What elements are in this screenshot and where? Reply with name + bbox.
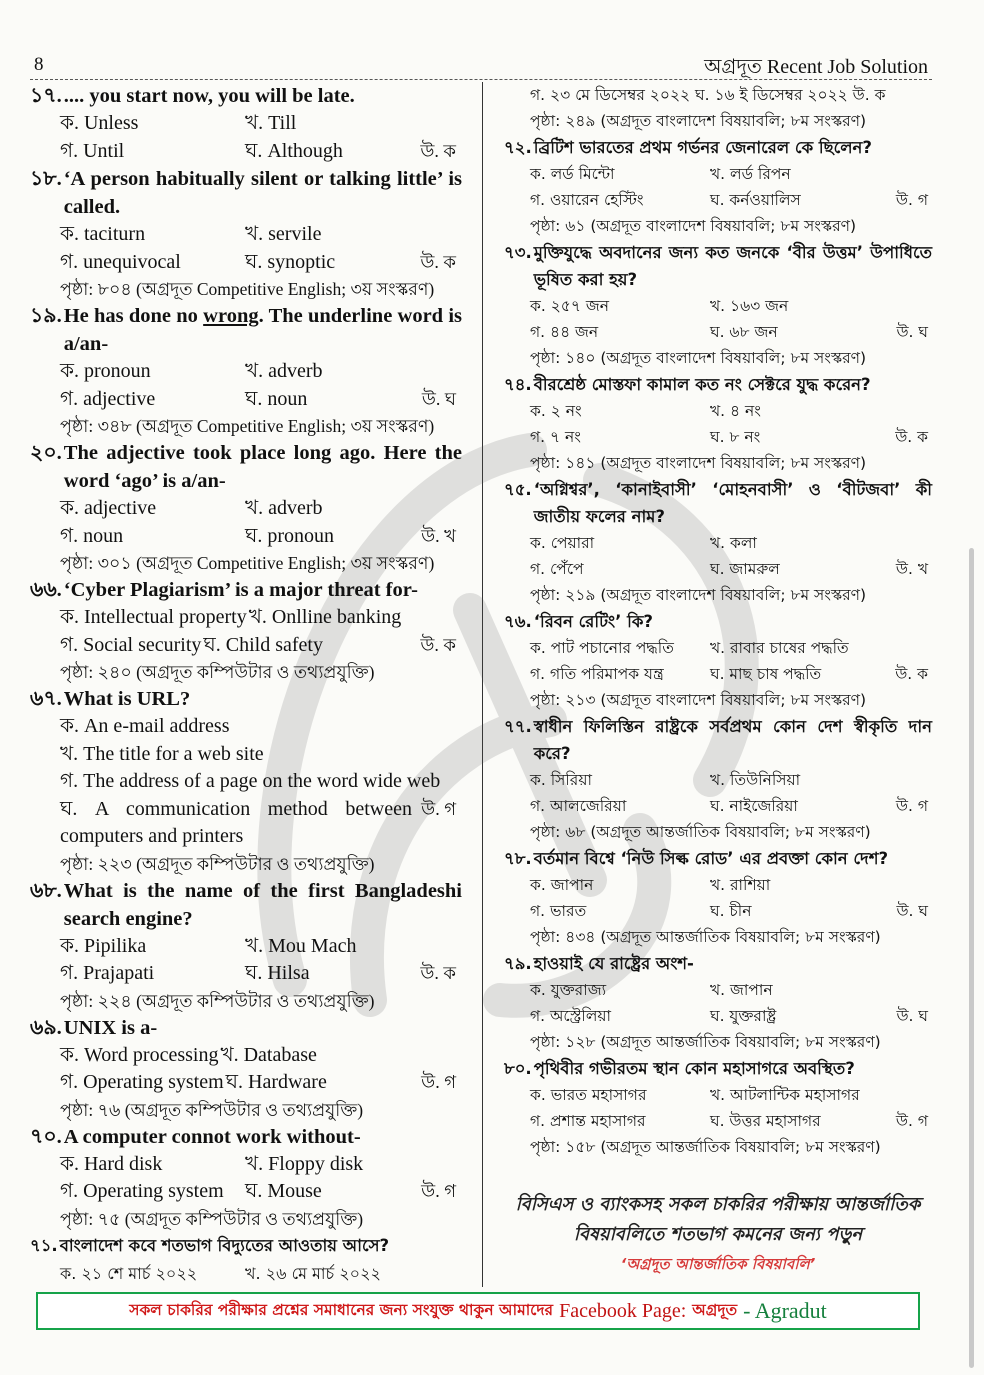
option-row	[30, 1042, 462, 1070]
answer-option: খ. Floppy disk	[245, 1152, 364, 1175]
answer-option: ক. পাট পচানোর পদ্ধতি	[530, 639, 674, 657]
answer-option: খ. The title for a web site	[60, 742, 264, 765]
answer-option: গ. ওয়ারেন হেস্টিং	[530, 191, 644, 209]
option-row	[30, 221, 462, 249]
page-reference: পৃষ্ঠা: ৬৮ (অগ্রদূত আন্তর্জাতিক বিষয়াবলি; ৮ম সংস্করণ)	[530, 823, 871, 841]
question-number: ৭৮.	[504, 849, 532, 868]
question-block	[30, 165, 462, 302]
answer-option: ক. Word processing	[60, 1043, 219, 1066]
correct-answer: উ. গ	[421, 1072, 456, 1092]
answer-option: ক. Hard disk	[60, 1152, 163, 1175]
question-number: ৭৪.	[504, 375, 532, 394]
option-row	[30, 249, 462, 277]
option-row	[504, 767, 932, 793]
question-text	[30, 1014, 462, 1042]
answer-option: খ. কলা	[710, 534, 757, 552]
question-number: ৭৫.	[504, 480, 532, 499]
page-reference: পৃষ্ঠা: ১২৮ (অগ্রদূত আন্তর্জাতিক বিষয়াবলি; ৮ম সংস্করণ)	[530, 1033, 881, 1051]
advert-book-title: ‘অগ্রদূত আন্তর্জাতিক বিষয়াবলি’	[620, 1255, 816, 1273]
question-block	[504, 713, 932, 845]
page-reference: পৃষ্ঠা: ২৪০ (অগ্রদূত কম্পিউটার ও তথ্যপ্রযুক্তি)	[60, 662, 375, 682]
question-number: ৭১.	[30, 1235, 58, 1255]
question-number: ৭৯.	[504, 954, 532, 973]
answer-option: ঘ. A communication method between computers and printers	[60, 797, 412, 847]
correct-answer: উ. ক	[420, 634, 456, 655]
scrollbar[interactable]	[969, 548, 974, 1368]
correct-answer: উ. খ	[895, 560, 928, 578]
question-text	[30, 82, 462, 110]
page-reference: পৃষ্ঠা: ২১৯ (অগ্রদূত বাংলাদেশ বিষয়াবলি; ৮ম সংস্করণ)	[530, 586, 867, 604]
question-body	[64, 302, 462, 358]
answer-option: গ. The address of a page on the word wide web	[60, 770, 441, 792]
answer-option: খ. servile	[245, 223, 322, 245]
answer-option: খ. adverb	[245, 497, 323, 519]
answer-option: ঘ. ৮ নং	[710, 428, 761, 446]
option-row	[504, 398, 932, 424]
footer-text: সকল চাকরির পরীক্ষার প্রশ্নের সমাধানের জন্য সংযুক্ত থাকুন আমাদের	[129, 1301, 554, 1319]
page-reference: পৃষ্ঠা: ৮০৪ (অগ্রদূত Competitive English; ৩য় সংস্করণ)	[60, 279, 435, 299]
option-row	[504, 872, 932, 898]
answer-option: ক. ২ নং	[530, 402, 582, 420]
question-number: ১৭.	[30, 85, 62, 107]
question-text	[30, 302, 462, 358]
header-divider	[30, 79, 932, 80]
answer-option: ক. Unless	[60, 112, 139, 134]
question-body: ‘A person habitually silent or talking little’ is called.	[63, 168, 462, 218]
answer-option: ক. পেয়ারা	[530, 534, 595, 552]
question-text	[30, 576, 462, 604]
answer-option: ঘ. চীন	[710, 902, 752, 920]
answer-option: ক. pronoun	[60, 360, 151, 382]
question-block	[30, 1232, 462, 1288]
answer-option: খ. adverb	[245, 360, 323, 382]
book-advert	[504, 1190, 932, 1278]
page-reference: পৃষ্ঠা: ৭৬ (অগ্রদূত কম্পিউটার ও তথ্যপ্রযুক্তি)	[60, 1099, 364, 1120]
correct-answer: উ. গ	[895, 797, 928, 815]
question-block	[30, 1014, 462, 1123]
question-block	[30, 82, 462, 165]
question-block	[504, 845, 932, 950]
option-row	[504, 187, 932, 213]
correct-answer: উ. গ	[421, 798, 456, 819]
question-body: ব্রিটিশ ভারতের প্রথম গর্ভনর জেনারেল কে ছিলেন?	[533, 138, 872, 157]
correct-answer: উ. ঘ	[896, 323, 928, 341]
question-block	[504, 82, 932, 134]
option-row	[30, 1260, 462, 1288]
option-row	[504, 1108, 932, 1134]
question-part: He has done no	[63, 305, 204, 327]
advert-line-1: বিসিএস ও ব্যাংকসহ সকল চাকরির পরীক্ষায় আন্তর্জাতিক	[515, 1194, 921, 1215]
answer-option: খ. রাশিয়া	[710, 876, 771, 894]
question-body: মুক্তিযুদ্ধে অবদানের জন্য কত জনকে ‘বীর উত্তম’ উপাধিতে ভূষিত করা হয়?	[533, 243, 932, 289]
option-row	[30, 495, 462, 523]
question-text	[504, 950, 932, 977]
question-number: ৬৮.	[30, 879, 62, 902]
answer-option: ঘ. synoptic	[245, 250, 336, 273]
option-row	[30, 523, 462, 551]
option-row	[30, 1151, 462, 1179]
question-block	[504, 608, 932, 713]
question-body: ‘অগ্নিশ্বর’, ‘কানাইবাসী’ ‘মোহনবাসী’ ও ‘বীটজবা’ কী জাতীয় ফলের নাম?	[533, 480, 932, 526]
answer-option: ঘ. জামরুল	[710, 560, 780, 578]
answer-option: ঘ. মাছ চাষ পদ্ধতি	[710, 665, 822, 683]
option-row	[30, 960, 462, 988]
page-reference: পৃষ্ঠা: ৭৫ (অগ্রদূত কম্পিউটার ও তথ্যপ্রযুক্তি)	[60, 1208, 364, 1229]
question-number: ৭৩.	[504, 243, 532, 262]
question-body: পৃথিবীর গভীরতম স্থান কোন মহাসাগরে অবস্থিত?	[533, 1059, 855, 1078]
correct-answer: উ. গ	[895, 1112, 928, 1130]
option-row	[504, 82, 932, 108]
page-reference: পৃষ্ঠা: ৬১ (অগ্রদূত বাংলাদেশ বিষয়াবলি; ৮ম সংস্করণ)	[530, 217, 857, 235]
page-reference: পৃষ্ঠা: ১৪১ (অগ্রদূত বাংলাদেশ বিষয়াবলি; ৮ম সংস্করণ)	[530, 454, 867, 472]
question-body: ‘রিবন রেটিং’ কি?	[533, 612, 654, 631]
answer-option: ঘ. Hardware	[225, 1071, 327, 1093]
question-text	[504, 134, 932, 161]
footer-brand-english: - Agradut	[743, 1298, 827, 1323]
answer-option: খ. লর্ড রিপন	[710, 165, 791, 183]
option-row	[30, 1069, 462, 1097]
question-number: ৭৬.	[504, 612, 532, 631]
answer-option: গ. ৪৪ জন	[530, 323, 599, 341]
page-reference: পৃষ্ঠা: ৩৪৮ (অগ্রদূত Competitive English; ৩য় সংস্করণ)	[60, 416, 435, 436]
question-block	[504, 239, 932, 371]
correct-answer: উ. গ	[421, 1181, 456, 1201]
question-body: ‘Cyber Plagiarism’ is a major threat for-	[63, 579, 418, 601]
option-row	[504, 1003, 932, 1029]
answer-option: ঘ. নাইজেরিয়া	[710, 797, 798, 815]
page-header-title: অগ্রদূত Recent Job Solution	[704, 56, 928, 78]
question-body: The adjective took place long ago. Here the word ‘ago’ is a/an-	[63, 442, 462, 492]
answer-option: খ. জাপান	[710, 981, 773, 999]
correct-answer: উ. ক	[895, 665, 928, 683]
correct-answer: উ. খ	[421, 525, 456, 546]
answer-option: গ. প্রশান্ত মহাসাগর	[530, 1112, 646, 1130]
answer-option: ক. যুক্তরাজ্য	[530, 981, 607, 999]
option-row	[504, 635, 932, 661]
left-column	[30, 82, 462, 1287]
option-row	[30, 358, 462, 386]
answer-option: ক. Pipilika	[60, 934, 147, 957]
question-text	[504, 476, 932, 530]
answer-option: খ. Till	[245, 112, 297, 134]
answer-option: গ. ২৩ মে ডিসেম্বর ২০২২ ঘ. ১৬ ই ডিসেম্বর ২০২২ উ. ক	[530, 86, 886, 104]
option-row	[504, 161, 932, 187]
answer-option: গ. unequivocal	[60, 250, 181, 273]
advert-line-2: বিষয়াবলিতে শতভাগ কমনের জন্য পড়ুন	[573, 1224, 863, 1245]
option-row	[30, 604, 462, 632]
question-body: A computer connot work without-	[63, 1125, 361, 1148]
question-number: ৮০.	[504, 1059, 532, 1078]
page-reference: পৃষ্ঠা: ২১৩ (অগ্রদূত বাংলাদেশ বিষয়াবলি; ৮ম সংস্করণ)	[530, 691, 867, 709]
answer-option: গ. পেঁপে	[530, 560, 584, 578]
answer-option: খ. Database	[220, 1043, 317, 1066]
correct-answer: উ. ঘ	[896, 1007, 928, 1025]
answer-option: গ. গতি পরিমাপক যন্ত্র	[530, 665, 664, 683]
correct-answer: উ. ক	[420, 140, 456, 161]
question-number: ৭০.	[30, 1125, 62, 1148]
answer-option: খ. আটলান্টিক মহাসাগর	[710, 1086, 860, 1104]
answer-option: ঘ. Hilsa	[245, 962, 310, 984]
answer-option: গ. অস্ট্রেলিয়া	[530, 1007, 612, 1025]
answer-option: ঘ. Although	[245, 139, 343, 162]
right-column	[504, 82, 932, 1160]
answer-option: গ. noun	[60, 524, 124, 547]
page-reference: পৃষ্ঠা: ৩০১ (অগ্রদূত Competitive English; ৩য় সংস্করণ)	[60, 553, 435, 573]
question-text	[30, 1123, 462, 1151]
question-text	[30, 439, 462, 495]
question-block	[30, 877, 462, 1014]
option-row	[30, 741, 462, 769]
option-row	[504, 424, 932, 450]
answer-option: গ. ভারত	[530, 902, 587, 920]
page-reference: পৃষ্ঠা: ১৪০ (অগ্রদূত বাংলাদেশ বিষয়াবলি; ৮ম সংস্করণ)	[530, 349, 867, 367]
answer-option: গ. Until	[60, 139, 125, 162]
question-block	[30, 1123, 462, 1232]
option-row	[504, 1082, 932, 1108]
correct-answer: উ. গ	[895, 191, 928, 209]
question-block	[504, 134, 932, 239]
question-body: বীরশ্রেষ্ঠ মোস্তফা কামাল কত নং সেক্টরে যুদ্ধ করেন?	[533, 375, 871, 394]
answer-option: ক. জাপান	[530, 876, 594, 894]
answer-option: ঘ. যুক্তরাষ্ট্র	[710, 1007, 777, 1025]
question-body: বর্তমান বিশ্বে ‘নিউ সিল্ক রোড’ এর প্রবক্তা কোন দেশ?	[533, 849, 889, 868]
page-reference: পৃষ্ঠা: ২৪৯ (অগ্রদূত বাংলাদেশ বিষয়াবলি; ৮ম সংস্করণ)	[530, 112, 867, 130]
question-text	[30, 685, 462, 713]
option-row	[504, 319, 932, 345]
question-body: What is URL?	[63, 688, 191, 710]
option-row	[30, 768, 462, 796]
question-text	[504, 1055, 932, 1082]
option-row	[30, 933, 462, 961]
option-row	[30, 138, 462, 166]
page-reference: পৃষ্ঠা: ২২৪ (অগ্রদূত কম্পিউটার ও তথ্যপ্রযুক্তি)	[60, 990, 375, 1011]
answer-option: খ. ২৬ মে মার্চ ২০২২	[245, 1263, 381, 1283]
page-reference: পৃষ্ঠা: ২২৩ (অগ্রদূত কম্পিউটার ও তথ্যপ্রযুক্তি)	[60, 853, 375, 874]
question-block	[30, 302, 462, 439]
answer-option: ঘ. উত্তর মহাসাগর	[710, 1112, 821, 1130]
page-reference: পৃষ্ঠা: ১৫৮ (অগ্রদূত আন্তর্জাতিক বিষয়াবলি; ৮ম সংস্করণ)	[530, 1138, 881, 1156]
answer-option: ঘ. noun	[245, 387, 308, 410]
question-text	[504, 239, 932, 293]
question-number: ২০.	[30, 442, 62, 464]
question-text	[504, 713, 932, 767]
question-body: হাওয়াই যে রাষ্ট্রের অংশ-	[533, 954, 694, 973]
question-number: ১৮.	[30, 168, 62, 190]
answer-option: গ. Social security	[60, 633, 202, 656]
question-text	[504, 608, 932, 635]
question-body: বাংলাদেশ কবে শতভাগ বিদ্যুতের আওতায় আসে?	[59, 1235, 390, 1255]
page-reference: পৃষ্ঠা: ৪৩৪ (অগ্রদূত আন্তর্জাতিক বিষয়াবলি; ৮ম সংস্করণ)	[530, 928, 881, 946]
answer-option: ক. Intellectual property	[60, 606, 247, 628]
answer-option: ক. ২১ শে মার্চ ২০২২	[60, 1263, 198, 1283]
question-block	[30, 685, 462, 877]
answer-option: গ. Prajapati	[60, 962, 155, 984]
option-row	[30, 386, 462, 414]
question-number: ১৯.	[30, 305, 62, 327]
column-divider	[482, 82, 483, 1287]
page-number: 8	[34, 54, 44, 75]
answer-option: খ. তিউনিসিয়া	[710, 771, 801, 789]
question-text	[30, 1232, 462, 1260]
question-block	[30, 439, 462, 576]
answer-option: খ. রাবার চাষের পদ্ধতি	[710, 639, 849, 657]
question-number: ৬৭.	[30, 688, 62, 710]
answer-option: ক. সিরিয়া	[530, 771, 592, 789]
answer-option: গ. Operating system	[60, 1071, 224, 1093]
question-number: ৭২.	[504, 138, 532, 157]
question-block	[504, 371, 932, 476]
underlined-word: wrong	[203, 305, 259, 327]
answer-option: খ. ১৬৩ জন	[710, 297, 789, 315]
answer-option: ঘ. pronoun	[245, 524, 335, 547]
answer-option: গ. Operating system	[60, 1180, 224, 1202]
question-text	[504, 371, 932, 398]
option-row	[30, 796, 462, 851]
question-number: ৭৭.	[504, 717, 532, 736]
footer-banner	[36, 1292, 920, 1330]
option-row	[504, 898, 932, 924]
question-block	[30, 576, 462, 685]
option-row	[504, 793, 932, 819]
answer-option: গ. ৭ নং	[530, 428, 581, 446]
answer-option: ক. ২৫৭ জন	[530, 297, 609, 315]
question-block	[504, 476, 932, 608]
answer-option: খ. ৪ নং	[710, 402, 761, 420]
answer-option: ক. লর্ড মিন্টো	[530, 165, 615, 183]
question-text	[504, 845, 932, 872]
question-part: . The underline word is a/an-	[63, 305, 462, 355]
option-row	[30, 632, 462, 660]
correct-answer: উ. ক	[420, 963, 456, 983]
question-text	[30, 165, 462, 221]
answer-option: ক. ভারত মহাসাগর	[530, 1086, 647, 1104]
answer-option: গ. আলজেরিয়া	[530, 797, 627, 815]
question-block	[504, 1055, 932, 1160]
question-body: স্বাধীন ফিলিস্তিন রাষ্ট্রকে সর্বপ্রথম কোন দেশ স্বীকৃতি দান করে?	[533, 717, 932, 763]
answer-option: ঘ. Child safety	[203, 633, 323, 656]
correct-answer: উ. ক	[420, 251, 456, 272]
correct-answer: উ. ঘ	[421, 388, 456, 409]
footer-brand-bangla: অগ্রদূত	[692, 1301, 738, 1319]
answer-option: গ. adjective	[60, 387, 156, 410]
option-row	[30, 110, 462, 138]
option-row	[504, 977, 932, 1003]
option-row	[30, 713, 462, 741]
question-number: ৬৯.	[30, 1016, 62, 1039]
question-number: ৬৬.	[30, 579, 62, 601]
question-block	[504, 950, 932, 1055]
answer-option: ঘ. ৬৮ জন	[710, 323, 778, 341]
question-body: UNIX is a-	[63, 1016, 158, 1039]
answer-option: খ. Mou Mach	[245, 934, 357, 957]
answer-option: ক. adjective	[60, 497, 157, 519]
answer-option: ঘ. Mouse	[245, 1180, 322, 1202]
answer-option: ক. taciturn	[60, 223, 146, 245]
question-body: What is the name of the first Bangladeshi search engine?	[63, 879, 462, 930]
correct-answer: উ. ক	[895, 428, 928, 446]
option-row	[30, 1178, 462, 1206]
option-row	[504, 556, 932, 582]
option-row	[504, 293, 932, 319]
option-row	[504, 530, 932, 556]
correct-answer: উ. ঘ	[896, 902, 928, 920]
question-body: .... you start now, you will be late.	[63, 85, 355, 107]
option-row	[504, 661, 932, 687]
answer-option: খ. Onlline banking	[248, 606, 402, 628]
question-text	[30, 877, 462, 933]
answer-option: ক. An e-mail address	[60, 715, 230, 737]
facebook-page-label: Facebook Page:	[559, 1299, 687, 1322]
answer-option: ঘ. কর্নওয়ালিস	[710, 191, 801, 209]
